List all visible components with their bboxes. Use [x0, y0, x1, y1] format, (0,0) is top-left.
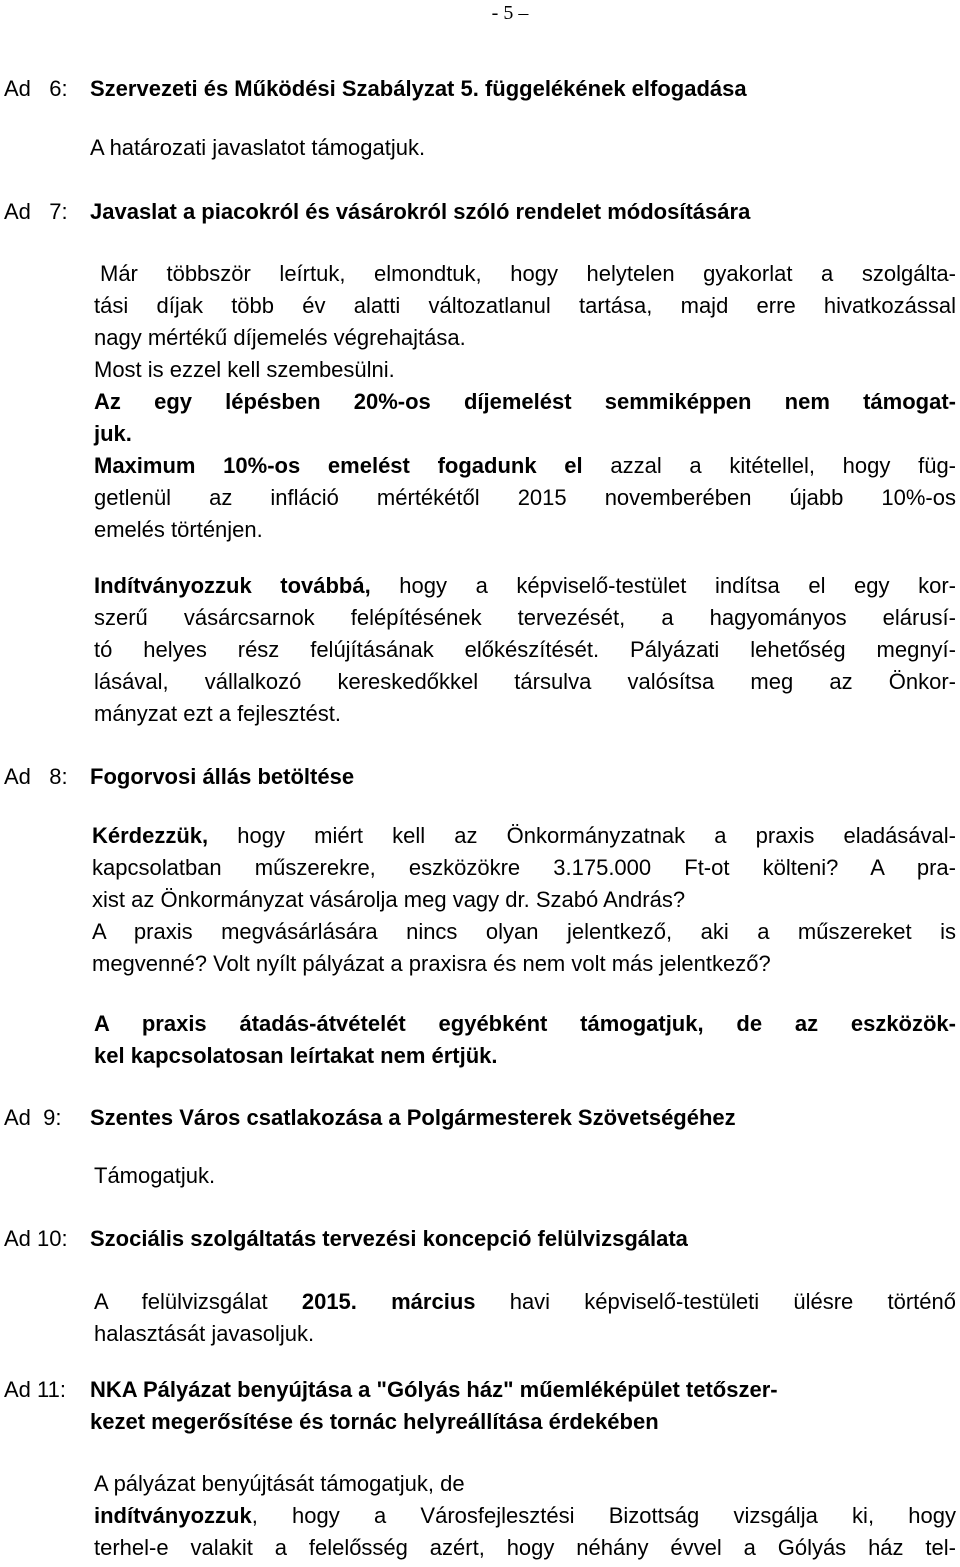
text-run: , hogy a Városfejlesztési Bizottság vizsgálja ki, hogy [251, 1503, 956, 1528]
bold-text: Indítványozzuk továbbá, [94, 573, 371, 598]
text-line: A határozati javaslatot támogatjuk. [90, 135, 426, 160]
text-line: mányzat ezt a fejlesztést. [94, 701, 341, 726]
text-run: havi képviselő-testületi ülésre történő [475, 1289, 956, 1314]
text-line: emelés történjen. [94, 517, 263, 542]
text-run: A felülvizsgálat [94, 1289, 302, 1314]
text-run: hogy miért kell az Önkormányzatnak a praxis eladásával- [208, 823, 956, 848]
paragraph [94, 258, 956, 546]
agenda-item-8 [4, 764, 354, 790]
text-run: hogy a képviselő-testület indítsa el egy kor- [370, 573, 956, 598]
text-line: kel kapcsolatosan leírtakat nem értjük. [94, 1043, 498, 1068]
agenda-label: Ad 11: [4, 1377, 66, 1402]
text-line: szerű vásárcsarnok felépítésének tervezését, a hagyományos elárusí- [94, 605, 956, 630]
text-line: terhel-e valakit a felelősség azért, hogy néhány évvel a Gólyás ház tel- [94, 1535, 956, 1560]
text-line: Az egy lépésben 20%-os díjemelést semmiképpen nem támogat- [94, 389, 956, 414]
agenda-item-9 [4, 1105, 736, 1131]
agenda-label: Ad 8: [4, 764, 68, 789]
text-line: tási díjak több év alatti változatlanul tartása, majd erre hivatkozással [94, 293, 956, 318]
agenda-label: Ad 10: [4, 1226, 68, 1251]
agenda-title: Szervezeti és Működési Szabályzat 5. függelékének elfogadása [90, 76, 747, 101]
bold-text: indítványozzuk [94, 1503, 252, 1528]
agenda-label: Ad 9: [4, 1105, 62, 1130]
text-line: megvenné? Volt nyílt pályázat a praxisra és nem volt más jelentkező? [92, 951, 771, 976]
paragraph [94, 1468, 956, 1564]
text-line: Most is ezzel kell szembesülni. [94, 357, 395, 382]
paragraph [94, 1160, 215, 1192]
text-line: nagy mértékű díjemelés végrehajtása. [94, 325, 466, 350]
paragraph [92, 820, 956, 980]
agenda-label: Ad 6: [4, 76, 68, 101]
text-line: tó helyes rész felújításának előkészítését. Pályázati lehetőség megnyí- [94, 637, 956, 662]
text-run: azzal a kitétellel, hogy füg- [582, 453, 956, 478]
agenda-title: Javaslat a piacokról és vásárokról szóló rendelet módosítására [90, 199, 751, 224]
text-line: A praxis megvásárlására nincs olyan jelentkező, aki a műszereket is [92, 919, 956, 944]
agenda-title: Fogorvosi állás betöltése [90, 764, 355, 789]
page-number: - 5 – [491, 2, 529, 24]
paragraph [90, 132, 425, 164]
bold-text: Kérdezzük, [92, 823, 209, 848]
text-line: juk. [94, 421, 132, 446]
agenda-item-11 [4, 1374, 956, 1438]
paragraph [94, 570, 956, 730]
agenda-label: Ad 7: [4, 199, 68, 224]
agenda-title: NKA Pályázat benyújtása a "Gólyás ház" műemléképület tetőszer- [90, 1377, 778, 1402]
text-line: lásával, vállalkozó kereskedőkkel társulva valósítsa meg az Önkor- [94, 669, 956, 694]
text-line: A praxis átadás-átvételét egyébként támogatjuk, de az eszközök- [94, 1011, 956, 1036]
text-line: A pályázat benyújtását támogatjuk, de [94, 1471, 465, 1496]
text-line: halasztását javasoljuk. [94, 1321, 315, 1346]
agenda-item-10 [4, 1226, 688, 1252]
agenda-title-continued: kezet megerősítése és tornác helyreállítása érdekében [90, 1409, 659, 1434]
text-line: Támogatjuk. [94, 1163, 216, 1188]
bold-text: 2015. március [301, 1289, 476, 1314]
text-line: xist az Önkormányzat vásárolja meg vagy dr. Szabó András? [92, 887, 686, 912]
agenda-item-6 [4, 76, 747, 102]
agenda-item-7 [4, 199, 750, 225]
text-line: getlenül az infláció mértékétől 2015 novemberében újabb 10%-os [94, 485, 956, 510]
paragraph [94, 1286, 956, 1350]
text-line: kapcsolatban műszerekre, eszközökre 3.175.000 Ft-ot költeni? A pra- [92, 855, 956, 880]
bold-text: Maximum 10%-os emelést fogadunk el [94, 453, 583, 478]
paragraph [94, 1008, 956, 1072]
text-line: Már többször leírtuk, elmondtuk, hogy helytelen gyakorlat a szolgálta- [100, 261, 956, 286]
agenda-title: Szociális szolgáltatás tervezési koncepció felülvizsgálata [90, 1226, 688, 1251]
agenda-title: Szentes Város csatlakozása a Polgármesterek Szövetségéhez [90, 1105, 736, 1130]
